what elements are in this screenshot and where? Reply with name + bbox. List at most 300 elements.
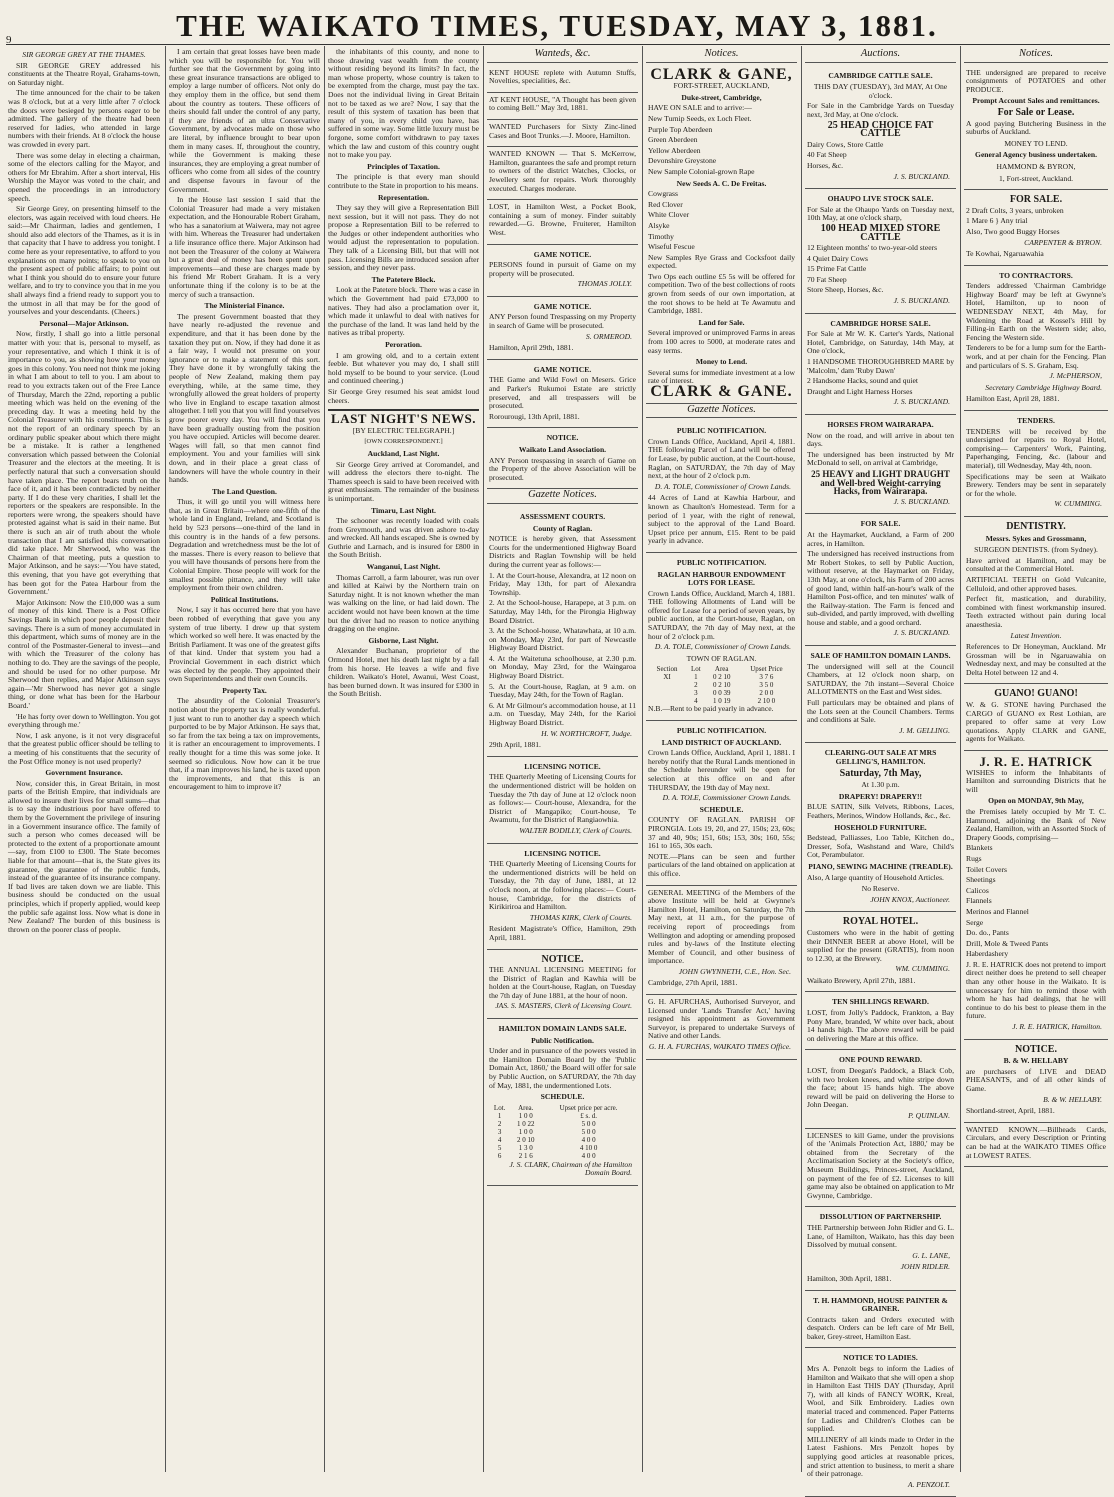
ad-item: 6. At Mr Gilmour's accommodation house, at 11 a.m. on Tuesday, May 24th, for the Karioi Highway Board District.	[489, 700, 636, 728]
ad-item: Blankets	[966, 843, 993, 853]
ad-heading: T. H. HAMMOND, HOUSE PAINTER & GRAINER.	[813, 1295, 948, 1314]
subheading: The Land Question.	[212, 486, 277, 496]
ad-text: GENERAL MEETING of the Members of the above Institute will be held at Gwynne's Hamilton Hotel, Hamilton, on Saturday, the 7th May next, at 11 a.m., for the purpose of receiving report of proceedings from Wellington and adopting or amending proposed rules and by-laws of the Institute electing Member of Council, and other business of importance.	[648, 887, 795, 966]
ad-item: 1. At the Court-house, Alexandra, at 12 noon on Friday, May 13th, for part of Alexandra Township.	[489, 570, 636, 597]
news-story: Thomas Carroll, a farm labourer, was run over and killed at Kaiwi by the Northern train on Saturday night. It is not known whether the man was walking on the line, or had laid down. The accident would not have been known at the time but the driver had no reason to notice anything dragging on the engine.	[328, 572, 479, 634]
ad-text: LOST, from Jolly's Paddock, Frankton, a Bay Pony Mare, branded, W white over back, about 14 hands high. The above reward will be paid on delivering the Mare at this office.	[807, 1008, 954, 1043]
ad-subheading: Open on MONDAY, 9th May,	[988, 796, 1084, 806]
advertisement	[805, 743, 956, 912]
ad-signature: WM. CUMMING.	[895, 964, 950, 974]
ad-item: Drill, Mole & Tweed Pants	[966, 938, 1049, 948]
ad-text: For Sale at the Ohaupo Yards on Tuesday next, 10th May, at one o'clock sharp,	[807, 204, 954, 223]
ad-text: COUNTY OF RAGLAN. PARISH OF PIRONGIA. Lots 19, 20, and 27, 150s; 23, 60s; 37 and 40, 90s; 151, 60s; 153, 30s; 160, 55s; 161 to 165, 30s each.	[648, 815, 795, 851]
table-cell: 0 0 39	[712, 689, 731, 698]
table-cell: 2 10 0	[757, 697, 776, 706]
ad-heading: HORSES FROM WAIRARAPA.	[827, 420, 934, 429]
news-story: The schooner was recently loaded with coals from Greymouth, and was driven ashore to-day and wrecked. All hands escaped. She is owned by Guthrie and Larnach, and is insured for £800 in the South British.	[328, 516, 479, 560]
ad-heading: PUBLIC NOTIFICATION.	[676, 426, 767, 436]
ad-date: Shortland-street, April, 1881.	[966, 1106, 1055, 1116]
ad-date: Hamilton, April 29th, 1881.	[489, 343, 574, 353]
table-cell: 3	[694, 689, 698, 698]
ad-date: Resident Magistrate's Office, Hamilton, 29th April, 1881.	[489, 924, 636, 942]
ad-signature: J. R. E. HATRICK, Hamilton.	[1012, 1022, 1102, 1032]
ad-text: Full particulars may be obtained and plans of the Lots seen at the Council Chambers. Terms and conditions at Sale.	[807, 698, 954, 725]
ad-text: THE Quarterly Meeting of Licensing Courts for the undermentioned district will be holden on Tuesday the 7th day of June at 12 o'clock noon as follows:— Court-house, Alexandra, for the District of Mangapiko; Court-house, Te Awamutu, for the District of Rangiaowhia.	[489, 772, 636, 825]
ad-signature: CARPENTER & BYRON.	[1024, 237, 1102, 247]
ad-text: LOST, from Deegan's Paddock, a Black Cob, with two broken knees, and white stripe down the face; about 15 hands high. The above reward will be paid on delivering the Horse to John Deegan.	[807, 1066, 954, 1110]
ad-item: Timothy	[648, 231, 674, 241]
ad-item: Toilet Covers	[966, 864, 1008, 874]
ad-heading: FOR SALE.	[1009, 194, 1063, 206]
table-cell: Area.	[518, 1103, 534, 1112]
ad-subheading: Public Notification.	[531, 1035, 594, 1045]
advertisement	[487, 245, 638, 297]
ad-subheading: Waikato Land Association.	[518, 445, 607, 454]
ad-text: Two Ops each outline £5 5s will be offered for competition. Two of the best collections of roots grown from seeds of our own importation, at the root shows to be held at Te Awamutu and Cambridge, 1881.	[648, 271, 795, 316]
ad-text: AT KENT HOUSE, "A Thought has been given to coming Bell." May 3rd, 1881.	[489, 94, 636, 113]
ad-text: the Premises lately occupied by Mr T. C. Hammond, adjoining the Bank of New Zealand, Hamilton, with an Assorted Stock of Drapery Goods, comprising—	[966, 806, 1106, 842]
advertisement	[487, 428, 638, 489]
ad-heading: ONE POUND REWARD.	[839, 1055, 922, 1065]
advertisement	[805, 189, 956, 314]
subheading: Peroration.	[385, 340, 422, 349]
ad-subheading: MONEY TO LEND.	[1004, 138, 1068, 148]
advertisement	[805, 415, 956, 514]
firm-name: CLARK & GANE,	[650, 65, 793, 83]
advertisement	[805, 1291, 956, 1349]
news-story: Alexander Buchanan, proprietor of the Ormond Hotel, met his death last night by a fall from his horse. He leaves a wife and five children. Waikato's Hotel, Awanui, West Coast, has been burned down. It was insured for £300 in the South British.	[328, 646, 479, 699]
ad-heading: OHAUPO LIVE STOCK SALE.	[827, 194, 934, 204]
table-cell: 5	[497, 1143, 502, 1152]
table-row	[489, 1120, 636, 1128]
column-2	[169, 48, 320, 1468]
column-rule	[165, 46, 166, 1472]
ad-signature: D. A. TOLE, Commissioner Crown Lands.	[662, 793, 791, 803]
paragraph: I am growing old, and to a certain extent feeble. But whatever you may do, I shall still hold myself to be bound to your service. (Loud and continued cheering.)	[328, 350, 479, 386]
ad-text: For Sale in the Cambridge Yards on Tuesday next, 3rd May, at One o'clock.	[807, 101, 954, 119]
table-cell: Section	[656, 665, 678, 674]
ad-signature: W. CUMMING.	[1054, 499, 1102, 509]
subheading: The Patetere Block.	[371, 274, 436, 284]
dateline: Wanganui, Last Night.	[366, 562, 441, 572]
ad-heading: NOTICE TO LADIES.	[843, 1353, 918, 1363]
ad-text: THE ANNUAL LICENSING MEETING for the District of Raglan and Kawhia will be holden at the Court-house, Raglan, on Tuesday the 7th day of June 1881, at the hour of noon.	[489, 965, 636, 1000]
table-row	[489, 1152, 636, 1160]
ad-address: 1, Fort-street, Auckland.	[998, 173, 1074, 183]
schedule-table	[489, 1104, 636, 1160]
dateline: Gisborne, Last Night.	[368, 635, 439, 645]
advertisement	[964, 684, 1108, 751]
ad-signature: JOHN KNOX, Auctioneer.	[870, 894, 950, 904]
ad-subheading: HOSEHOLD FURNITURE.	[834, 822, 927, 832]
paragraph: Sir George Grey, on presenting himself to the electors, was again received with loud cheers. He said:—Mr Chairman, ladies and gentlemen, I should also add electors of the Thames, as it is in that capacity that I have to address you tonight. I come here as your representative, to afford to you explanations on many points; to speak to you on the present aspect of public affairs; to point out what I think you should do to ensure your future welfare, and to try to convince you that in me you shall always find a friend ready to support you to the utmost in all that may be for the good of yourselves and your descendants. (Cheers.)	[8, 204, 160, 317]
advertisement	[964, 190, 1108, 266]
ad-item: 1 HANDSOME THOROUGHBRED MARE by 'Malcolm,' dam 'Ruby Dawn'	[807, 357, 954, 375]
news-section-heading: LAST NIGHT'S NEWS.	[331, 411, 476, 427]
table-row	[489, 1144, 636, 1152]
ad-text: Bedstead, Palliasses, Loo Table, Kitchen do., Dresser, Sofa, Washstand and Ware, Child's Cot, Perambulator.	[807, 833, 954, 860]
table-cell: 4 0 0	[581, 1151, 596, 1160]
table-cell: £ s. d.	[580, 1111, 597, 1120]
firm-name: CLARK & GANE.	[650, 383, 793, 400]
ad-heading: GAME NOTICE.	[533, 249, 592, 259]
ad-text: 44 Acres of Land at Kawhia Harbour, and known as Chaulton's Homestead. Term for a period of 1 year, with the right of renewal, subject to the approval of the Land Board. Upset price per annum, £15. Rent to be paid yearly in advance.	[648, 493, 795, 546]
ad-item: Also, Two good Buggy Horses	[966, 226, 1060, 236]
ad-item: New Turnip Seeds, ex Loch Fleet.	[648, 113, 752, 123]
ad-subheading: Prompt Account Sales and remittances.	[972, 96, 1100, 106]
advertisement	[487, 120, 638, 147]
advertisement	[805, 646, 956, 743]
ad-text: Tenderers to be for a lump sum for the Earth-work, and at per chain for the Fencing. Plan and particulars of S. S. Graham, Esq.	[966, 343, 1106, 370]
ad-text: A good paying Butchering Business in the suburbs of Auckland.	[966, 118, 1106, 137]
advertisement	[487, 844, 638, 950]
ad-text: THE undersigned are prepared to receive consignments of POTATOES and other PRODUCE.	[966, 67, 1106, 94]
ad-date: Rorourougi, 13th April, 1881.	[489, 411, 580, 421]
ad-heading: PUBLIC NOTIFICATION.	[676, 557, 767, 567]
ad-note: No Reserve.	[861, 884, 900, 894]
table-cell: 4	[497, 1135, 502, 1144]
newspaper-title: THE WAIKATO TIMES, TUESDAY, MAY 3, 1881.	[176, 8, 938, 43]
paragraph: The principle is that every man should contribute to the State in proportion to his means.	[328, 172, 479, 190]
paragraph: SIR GEORGE GREY addressed his constituents at the Theatre Royal, Grahams-town, on Saturday night.	[8, 60, 160, 87]
advertisement	[487, 360, 638, 429]
table-heading: TOWN OF RAGLAN.	[686, 653, 757, 663]
ad-signature-role: Secretary Cambridge Highway Board.	[985, 382, 1102, 392]
table-cell: 2 1 6	[518, 1151, 533, 1160]
ad-item: 1 Mare 6 } Any trial	[966, 216, 1028, 226]
ad-signature: S. ORMEROD.	[585, 331, 632, 341]
subheading: Political Institutions.	[210, 594, 279, 604]
ad-item: Draught and Light Harness Horses	[807, 386, 913, 396]
table-cell: 4	[694, 697, 698, 706]
ad-date: Hamilton East, April 28, 1881.	[966, 394, 1060, 404]
paragraph: The absurdity of the Colonial Treasurer's notion about the property tax is really wonderful. I just want to run to another day a speech which purported to be by Major Atkinson. He says that, so far from the tax being a tax on improvements, it is rather an encouragement to improvements. I really thought for a time this was some joke. It seemed so ridiculous. Now how can it be true that, if a man improves his land, he is taxed upon the improvements, and that this is an encouragement to him to improve it?	[169, 696, 320, 792]
ad-date: Cambridge, 27th April, 1881.	[648, 978, 738, 988]
subheading: Property Tax.	[222, 685, 267, 695]
subheading: Principles of Taxation.	[367, 161, 440, 171]
ad-heading: CLEARING-OUT SALE AT MRS GELLING'S, HAMILTON.	[824, 748, 937, 766]
paragraph: Sir George Grey resumed his seat amidst loud cheers.	[328, 386, 479, 405]
ad-item: Do. do., Pants	[966, 928, 1009, 938]
column-rule	[801, 46, 802, 1472]
ad-text: ANY Person trespassing in search of Game on the Property of the above Association will be prosecuted.	[489, 455, 636, 482]
ad-item: 4. At the Waitetuna schoolhouse, at 2.30 p.m. on Monday, May 23rd, for the Waingaroa Highway Board District.	[489, 653, 636, 681]
ad-note: NOTE.—Plans can be seen and further particulars of the land obtained on application at this office.	[648, 851, 795, 878]
table-cell: 1	[497, 1111, 502, 1120]
paragraph: the inhabitants of this county, and none to those drawing vast wealth from the county without residing beyond its limits? In fact, the man whose property, whose country is taken to be exempted from the charge, must pay the tax. Does not the individual living in Great Britain not to be taxed as we are? Now, I say that the result of this system of taxation has been that many of you, in every child you have, has suffered in some way. Some little luxury must be forgone, some comfort withdrawn to pay taxes which the law and custom of this country ought not to make you pay.	[328, 47, 479, 160]
advertisement	[487, 200, 638, 244]
column-6	[805, 48, 956, 1489]
paragraph: The present Government boasted that they have nearly re-adjusted the revenue and expenditure, and that it has been done by the taxation they put on. Now, if they had done it as a fair way, I would not presume on your ignorance or to make a statement of this sort. They have done it by wrongfully taking the people of New Zealand, making them pay everything, while, at the same time, they wrongfully allowed the great holders of property who live in England to escape taxation almost altogether. I tell you that you will find yourselves grow poorer every day. You will find that you have been gradually ousting from the position you have occupied. Articles will become dearer. Wages will fall, so that men cannot find employment. You and your families will sink down, and in their place a great class of landowners will have the whole country in their hands.	[169, 311, 320, 485]
column-rule	[483, 46, 484, 1472]
ad-text: THE Quarterly Meeting of Licensing Courts for the undermentioned districts will be held on Tuesday, the 7th day of June, 1881, at 12 o'clock noon, at the following places:— Court-house, Cambridge, for the districts of Kirikiriroa and Hamilton.	[489, 859, 636, 912]
ad-signature: THOMAS JOLLY.	[577, 279, 632, 289]
ad-signature: J. S. BUCKLAND.	[893, 496, 950, 506]
ad-heading: HAMILTON DOMAIN LANDS SALE.	[498, 1024, 627, 1034]
table-cell: 3 5 0	[759, 681, 774, 690]
table-row	[489, 1136, 636, 1144]
ad-signature: J. M. GELLING.	[899, 725, 950, 735]
table-cell: 5 0 0	[581, 1127, 596, 1136]
paragraph: In the House last session I said that the Colonial Treasurer had made a very mistaken expectation, and the Honourable Robert Graham, who has a sanatorium at Waiwera, may not agree with him. Whereas the Treasurer had undertaken a life insurance office there. Major Atkinson had not been the Treasurer of the colony at Waiwera but a great deal of money has been spent upon improvements—and these are charges made by his friend Mr Robert Graham. It is a very unfortunate thing if the colony is to be at the mercy of such a transaction.	[169, 195, 320, 299]
ad-signature: HAMMOND & BYRON,	[996, 161, 1076, 171]
masthead-rule	[6, 44, 1110, 45]
ad-text: BLUE SATIN, Silk Velvets, Ribbons, Laces, Feathers, Merinos, Window Hollands, &c., &c.	[807, 802, 954, 820]
ad-item: Horses, &c.	[807, 160, 844, 170]
ad-signature: A. PENZOLT.	[907, 1479, 950, 1489]
ad-item: 70 Fat Sheep	[807, 274, 847, 284]
ad-heading: CAMBRIDGE HORSE SALE.	[830, 318, 931, 328]
ad-item: 12 Eighteen months' to two-year-old steers	[807, 243, 938, 253]
advertisement	[805, 992, 956, 1050]
table-row	[648, 689, 795, 697]
advertisement	[487, 297, 638, 360]
table-cell: 5 0 0	[581, 1119, 596, 1128]
ad-signature: B. & W. HELLABY.	[1043, 1094, 1102, 1104]
advertisement	[964, 751, 1108, 1040]
ad-heading: LICENSING NOTICE.	[524, 761, 601, 771]
ad-date: Saturday, 7th May,	[839, 767, 922, 779]
column-rule	[324, 46, 325, 1472]
ad-heading: TEN SHILLINGS REWARD.	[832, 997, 929, 1007]
paragraph: Major Atkinson: Now the £10,000 was a sum of money of this kind. There is a Post Office Savings Bank in which poor people deposit their savings. There is a sum of money accumulated in this department, which sums of money are in the control of the Postmaster-General to invest—and with which the Treasurer of the colony has nothing to do. They are the savings of the people, and should be used for no other purpose. Mr Sherwood then replies, and Major Atkinson says again—'Mr Sherwood has never got a single thing, or done what has been for the Harbour Board.'	[8, 597, 160, 710]
paragraph: Thus, it will go until you will witness here that, as in Great Britain—where one-fifth of the whole land in England, Ireland, and Scotland is held by 523 persons—one-third of the land in this country is in the hands of a few persons. Degradation and wretchedness must be the lot of the masses. There is every reason to believe that you will have thousands of persons here from the Colonial Empire. Those people will work for the smallest possible pittance, and they will take employment from their own children.	[169, 497, 320, 593]
ad-signature: J. S. BUCKLAND.	[893, 397, 950, 407]
ad-item: Red Clover	[648, 199, 683, 209]
advertisement	[487, 507, 638, 757]
table-cell: 1 0 0	[518, 1111, 533, 1120]
ad-text: The undersigned has been instructed by Mr McDonald to sell, on arrival at Cambridge,	[807, 449, 954, 468]
ad-heading: NOTICE.	[1015, 1043, 1057, 1055]
ad-text: Specifications may be seen at Waikato Brewery. Tenders may be sent in separately or for the whole.	[966, 471, 1106, 498]
ad-text: Contracts taken and Orders executed with despatch. Orders can be left care of Mr Bell, baker, Grey-street, Hamilton East.	[807, 1314, 954, 1341]
ad-text: LOST, in Hamilton West, a Pocket Book, containing a sum of money. Finder suitably rewarded.—G. Browne, Fruiterer, Hamilton West.	[489, 202, 636, 237]
ad-signature: J. S. CLARK, Chairman of the Hamilton Domain Board.	[509, 1159, 632, 1178]
paragraph: The time announced for the chair to be taken was 8 o'clock, but at a very little after 7 o'clock the doors were besieged by persons eager to be admitted. The gallery of the theatre had been reserved for ladies, who attended in large numbers with their friends. At 8 o'clock the house was crowded in every part.	[8, 88, 160, 149]
subheading: Personal—Major Atkinson.	[39, 318, 129, 328]
ad-item: 2 Handsome Hacks, sound and quiet	[807, 376, 918, 386]
ad-address: Te Kowhai, Ngaruawahia	[966, 249, 1044, 259]
ad-date: 29th April, 1881.	[489, 740, 541, 750]
ad-heading: GAME NOTICE.	[533, 301, 592, 311]
table-cell: 1 0 22	[517, 1119, 535, 1128]
ad-item: Cowgrass	[648, 189, 678, 199]
subheading: Representation.	[377, 192, 430, 202]
paragraph: Look at the Patetere block. There was a case in which the Government had paid £73,000 to natives. They had also a proclamation over it, which made it unlawful to deal with natives for the purchase of the land. It was land held by the natives as tribal property.	[328, 285, 479, 338]
table-cell: 4 10 0	[579, 1143, 598, 1152]
advertisement	[805, 514, 956, 646]
ad-date: Waikato Brewery, April 27th, 1881.	[807, 975, 916, 985]
table-cell: 4 0 0	[581, 1135, 596, 1144]
ad-item: 15 Prime Fat Cattle	[807, 264, 867, 274]
column-1	[8, 48, 160, 1468]
ad-signature: J. McPHERSON,	[1049, 371, 1102, 381]
ad-text: Tenders addressed 'Chairman Cambridge Highway Board' may be left at Gwynne's Hotel, Hamilton, up to noon of WEDNESDAY NEXT, 4th May, for Widening the Road at Kossel's Hill by Filling-in Earth on the Western side; also, Fencing the Western side.	[966, 281, 1106, 342]
ad-subheading: RAGLAN HARBOUR ENDOWMENT LOTS FOR LEASE.	[657, 569, 786, 588]
table-cell: 1 0 19	[712, 697, 731, 706]
ad-item: White Clover	[648, 210, 690, 220]
ad-item: Haberdashery	[966, 949, 1009, 959]
table-cell: 2 0 0	[759, 689, 774, 698]
table-cell: 1	[694, 673, 698, 682]
firm-address: FORT-STREET, AUCKLAND,	[673, 81, 770, 91]
page-mark: 9	[6, 34, 12, 46]
ad-item: Green Aberdeen	[648, 135, 698, 145]
ad-text: The undersigned has received instructions from Mr Robert Stokes, to sell by Public Auction, without reserve, at the Haymarket on Friday, 13th May, at one o'clock, his Farm of 200 acres of good land, within half-an-hour's walk of the Hamilton Post-office, and ten minutes' walk of the Railway-station. The Farm is fenced and sub-divided, and partly improved, with dwelling house and stable, and a good orchard.	[807, 549, 954, 627]
ad-subheading: Money to Lend.	[695, 357, 748, 367]
advertisement	[964, 1040, 1108, 1123]
ad-text: J. R. E. HATRICK does not pretend to import direct neither does he pretend to sell cheaper than any other house in the Waikato. It is unnecessary for him to remind those with whom he has had dealings, that he will continue to do his best to please them in the future.	[966, 959, 1106, 1021]
ad-text: ANY Person found Trespassing on my Property in search of Game will be prosecuted.	[489, 312, 636, 331]
ad-text: Crown Lands Office, Auckland, April 1, 1881. I hereby notify that the Rural Lands mentioned in the Schedule hereunder will be open for selection at this office on and after THURSDAY, the 19th day of May next.	[648, 748, 795, 792]
ad-text: WANTED Purchasers for Sixty Zinc-lined Cases and Boot Trunks.—J. Moore, Hamilton.	[489, 121, 636, 140]
table-cell: 2	[694, 681, 698, 690]
news-subheading: [BY ELECTRIC TELEGRAPH.]	[352, 425, 455, 435]
ad-text: TENDERS will be received by the undersigned for repairs to Royal Hotel, comprising— Carpenters' Work, Painting, Paperhanging, Fencing, &c. (labour and material), till Wednesday, May 4th, noon.	[966, 426, 1106, 470]
column-3	[328, 48, 479, 1468]
ad-item: Merinos and Flannel	[966, 906, 1029, 916]
ad-signature: J. S. BUCKLAND.	[893, 628, 950, 638]
ad-text: WANTED KNOWN.—Billheads Cards, Circulars, and every Description or Printing can be had at the WAIKATO TIMES Office at LOWEST RATES.	[966, 1124, 1106, 1160]
news-story: Sir George Grey arrived at Coromandel, and will address the electors there to-night. The Thames speech is said to have been received with great enthusiasm. The remainder of the business is unimportant.	[328, 459, 479, 503]
ad-subheading: General Agency business undertaken.	[975, 150, 1097, 160]
ad-highlight: 25 HEAD CHOICE FAT CATTLE	[827, 119, 934, 140]
table-row	[489, 1128, 636, 1136]
ad-signature: D. A. TOLE, Commissioner of Crown Lands.	[654, 481, 791, 491]
ad-note: N.B.—Rent to be paid yearly in advance.	[648, 704, 774, 714]
paragraph: Now, firstly, I shall go into a little personal matter with you: that is, personal to myself, as your representative, and which I think it is of importance to you, as showing how your money goes in this colony. You need not think me joking in what I am about to tell to you. I am about to read to you extracts taken out of the Free Lance of Thursday, March the 22nd, reporting a public meeting which was held on the evening of the preceding day. It was a meeting held by the Colonial Treasurer with his constituents. This is not the report of an ordinary speech by an ordinary public speaker about which there might be a mistake. It is rather a lengthened conversation which passed between the Colonial Treasurer and the electors at the meeting. It is perfectly natural that such a conversation should have taken place. The report bears truth on the face of it, and it has been contradicted by neither party. If I do these very charities, I shall let the reporters or the speakers are responsible. In the reporters were wrong, the speakers should have protested against what is said in their name. But there is such an air of truth about the whole transaction that I am satisfied this conversation did take place. Mr Sherwood, who was the Chairman of that meeting, puts a question to Major Atkinson, and he says:—'You have stated, this evening, that you have got everything that has been got for the Patea Harbour from the Government.'	[8, 329, 160, 597]
ad-text: Under and in pursuance of the powers vested in the Hamilton Domain Board by the 'Public Domain Act, 1860,' the Board will offer for sale by Public Auction, on SATURDAY, the 7th day of May, 1881, the undermentioned Lots.	[489, 1046, 636, 1090]
lots-table	[648, 665, 795, 705]
schedule-heading: SCHEDULE.	[699, 804, 744, 814]
section-heading: Notices.	[646, 50, 797, 63]
table-row	[648, 665, 795, 673]
section-heading: Gazette Notices.	[646, 406, 797, 419]
ad-text: W. & G. STONE having Purchased the CARGO of GUANO ex Rest Lothian, are prepared to offer same at very Low quotations. Apply CLARK and GANE, agents for Waikato.	[966, 700, 1106, 744]
ad-signature: THOMAS KIRK, Clerk of Courts.	[529, 912, 632, 922]
ad-highlight: 100 HEAD MIXED STORE CATTLE	[820, 222, 941, 243]
ad-item: Wiseful Fescue	[648, 242, 695, 252]
ad-item: 40 Fat Sheep	[807, 150, 847, 160]
ad-heading: NOTICE.	[546, 433, 579, 443]
ad-signature: G. L. LANE,	[912, 1250, 950, 1260]
advertisement	[487, 66, 638, 93]
ad-heading: ASSESSMENT COURTS.	[519, 511, 606, 521]
ad-subheading: Land for Sale.	[698, 317, 745, 327]
advertisement	[805, 1348, 956, 1497]
article-heading: SIR GEORGE GREY AT THE THAMES.	[22, 50, 146, 59]
table-cell: Upset price per acre.	[559, 1103, 618, 1112]
ad-highlight: 25 HEAVY and LIGHT DRAUGHT and Well-bred Weight-carrying Hacks, from Wairarapa.	[811, 468, 950, 497]
paragraph: I am certain that great losses have been made which you will be responsible for. You will further see that the Government by going into these great insurance transactions are obliged to employ a large number of officers. Not only do they employ them in the office, but send them about the country as touters. These officers of theirs should fall under the control of any party, if they are friends of an ultra Conservative Government, by advocates made on those who are literal, by influence brought to bear upon them in many cases. If, throughout the country, while the Government is making these insurances, they are employing a great number of officers who come from all sides of the country and dispense favours in favour of the Government.	[169, 47, 320, 194]
ad-signature: JOHN GWYNNETH, C.E., Hon. Sec.	[678, 966, 791, 976]
ad-item: New Sample Colonial-grown Rape	[648, 166, 755, 176]
ad-text: are purchasers of LIVE and DEAD PHEASANTS, and of all other kinds of Game.	[966, 1066, 1106, 1093]
news-subheading: [OWN CORRESPONDENT.]	[364, 438, 443, 446]
advertisement	[964, 66, 1108, 191]
advertisement	[646, 421, 797, 553]
ad-text: Several sums for immediate investment at a low rate of interest.	[648, 367, 795, 386]
ad-heading: GAME NOTICE.	[533, 364, 592, 374]
ad-heading: PUBLIC NOTIFICATION.	[676, 726, 767, 736]
dateline: Timaru, Last Night.	[371, 505, 436, 515]
schedule-heading: SCHEDULE.	[540, 1092, 585, 1102]
ad-item: Flannels	[966, 896, 992, 906]
ad-item: New Samples Rye Grass and Cocksfoot daily expected.	[648, 252, 795, 271]
table-row	[489, 1104, 636, 1112]
table-row	[489, 1112, 636, 1120]
advertisement	[487, 147, 638, 200]
paragraph: Now, consider this, in Great Britain, in most parts of the British Empire, that individuals are allowed to insure their lives for small sums—that is to say the industrious poor have offered to them by the Government the privilege of insuring in a Government insurance office. The family of such a person who comes deceased will be protected to the extent of a proportionate amount—say, from £100 to £300. The State becomes liable for that amount—that is, the State gives its guarantee, the guarantee of the public funds, instead of the guarantee of its insurance company. If bad lives are taken down we are liable. This business should be conducted on the usual principles, which if properly applied, would keep the public safe against loss. Now what is done in New Zealand? The burden of this business is thrown on the poorer class of people.	[8, 778, 160, 934]
ad-text: THE Partnership between John Ridler and G. L. Lane, of Hamilton, Waikato, has this day been Dissolved by mutual consent.	[807, 1222, 954, 1250]
advertisement	[805, 1207, 956, 1290]
ad-signature: JAS. S. MASTERS, Clerk of Licensing Court.	[495, 1001, 632, 1011]
advertisement	[964, 411, 1108, 517]
advertisement	[964, 266, 1108, 411]
advertisement	[646, 995, 797, 1060]
table-cell: XI	[663, 673, 671, 682]
dateline: Auckland, Last Night.	[367, 448, 440, 458]
ad-text: Now on the road, and will arrive in about ten days.	[807, 430, 954, 449]
advertisement	[487, 950, 638, 1020]
column-4	[487, 48, 638, 1468]
table-cell: 3	[497, 1127, 502, 1136]
advertisement	[964, 517, 1108, 685]
ad-heading: CAMBRIDGE CATTLE SALE.	[828, 70, 933, 80]
ad-signature: J. S. BUCKLAND.	[893, 171, 950, 181]
ad-heading: ROYAL HOTEL.	[842, 916, 919, 928]
ad-subheading: County of Raglan.	[532, 523, 593, 533]
ad-text: PERSONS found in pursuit of Game on my property will be prosecuted.	[489, 260, 636, 278]
column-5	[646, 48, 797, 1468]
advertisement	[646, 66, 797, 404]
table-cell: 6	[497, 1151, 502, 1160]
table-cell	[648, 689, 686, 697]
ad-text: WANTED KNOWN — That S. McKerrow, Hamilton, guarantees the safe and prompt return to owners of the district Watches, Clocks, or Jewellery sent for repairs. Work thoroughly executed. Charges moderate.	[489, 149, 636, 193]
ad-subheading: LAND DISTRICT OF AUCKLAND.	[661, 737, 782, 747]
ad-note: Latest Invention.	[1010, 631, 1062, 641]
ad-item: Sheetings	[966, 875, 996, 885]
ad-item: Alsyke	[648, 220, 670, 230]
ad-time: At 1.30 p.m.	[861, 780, 900, 790]
table-cell: Upset Price	[750, 665, 783, 674]
ad-date: THIS DAY (TUESDAY), 3rd MAY, At One o'clock.	[813, 82, 948, 100]
ad-subheading: New Seeds A. C. De Freitas.	[676, 178, 767, 188]
table-cell: 2 0 10	[517, 1135, 535, 1144]
ad-text: WISHES to inform the Inhabitants of Hamilton and surrounding Districts that he will	[966, 767, 1106, 794]
table-cell: 0 2 10	[712, 673, 731, 682]
ad-heading: NOTICE.	[541, 953, 584, 965]
advertisement	[487, 1019, 638, 1186]
ad-text: Several improved or unimproved Farms in areas from 100 acres to 5000, at moderate rates and easy terms.	[648, 328, 795, 355]
subheading: The Ministerial Finance.	[204, 301, 285, 311]
ad-signature: D. A. TOLE, Commissioner of Crown Lands.	[654, 642, 791, 652]
ad-text: Perfect fit, mastication, and durability, combined with finest workmanship insured. Teeth extracted without pain during local anaesthesia.	[966, 594, 1106, 629]
column-rule	[960, 46, 961, 1472]
section-heading: Auctions.	[805, 50, 956, 63]
ad-text: Customers who were in the habit of getting their DINNER BEER at above Hotel, will be supplied for the present (GRATIS), from noon to 12.30, at the Brewery.	[807, 927, 954, 963]
table-cell: 2	[497, 1119, 502, 1128]
paragraph: They say they will give a Representation Bill next session, but it will not pass. They do not propose a Representation Bill to be referred to the Judges or other independent authorities who would adjust the representation to population. They talk of a Licensing Bill, but that will not pass. Licensing Bills are introduced session after session, and they never pass.	[328, 203, 479, 273]
ad-item: Dairy Cows, Store Cattle	[807, 139, 884, 149]
section-heading: Wanteds, &c.	[487, 50, 638, 63]
column-rule	[642, 46, 643, 1472]
ad-heading: TENDERS.	[1017, 416, 1055, 425]
table-cell: Area	[714, 665, 729, 674]
ad-text: G. H. AFURCHAS, Authorised Surveyor, and Licensed under 'Lands Transfer Act,' having resigned his appointment as Government Surveyor, is prepared to undertake Surveys of Native and other Lands.	[648, 997, 795, 1041]
advertisement	[487, 93, 638, 120]
paragraph: There was some delay in electing a chairman, some of the electors calling for the Mayor, and others for Mr Ebrahim. After a short interval, His Worship the Mayor was voted to the chair, and opened the proceedings in an introductory speech.	[8, 150, 160, 203]
